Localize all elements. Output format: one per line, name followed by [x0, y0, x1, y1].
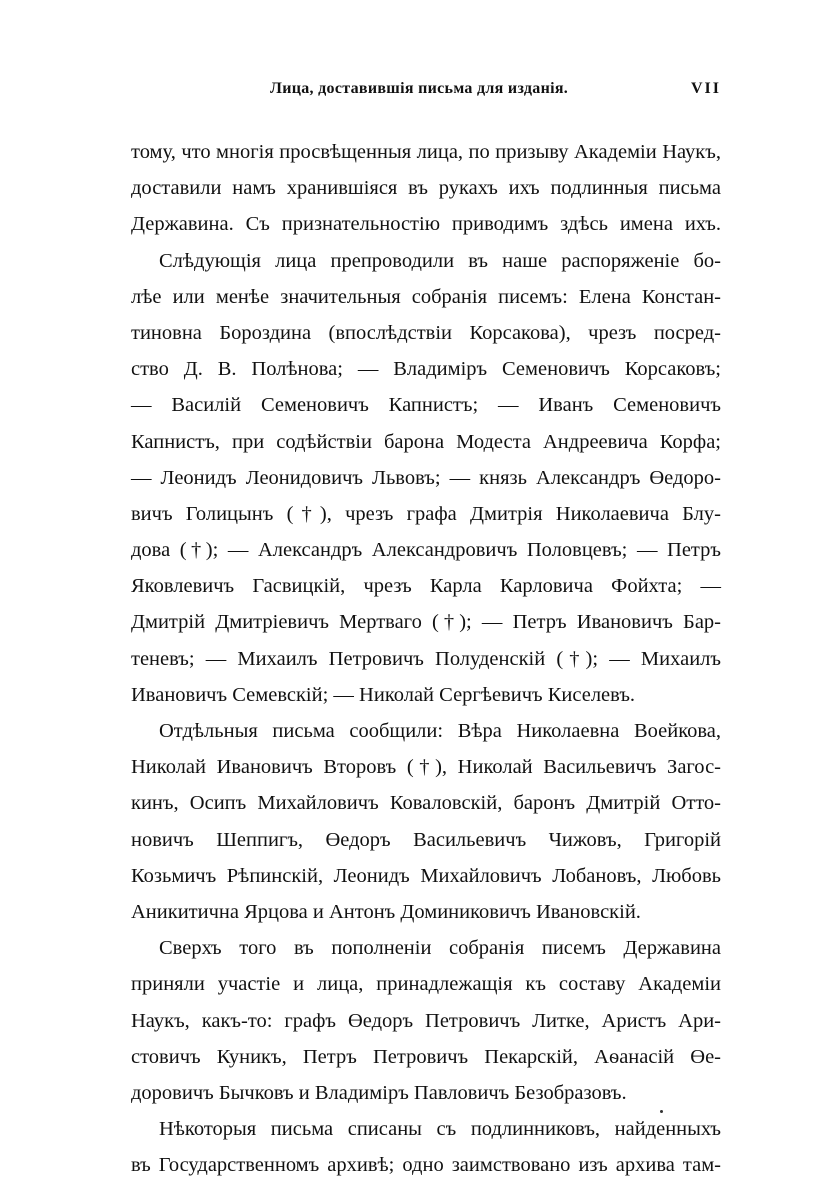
paragraph-academy-members [131, 930, 721, 1111]
text-line: Державина. Съ признательностію приводимъ здѣсь имена ихъ. [131, 213, 721, 236]
text-line: Нѣкоторыя письма списаны съ подлинниковъ, найденныхъ [159, 1118, 721, 1141]
text-line: теневъ; — Михаилъ Петровичъ Полуденскій (†); — Михаилъ [131, 647, 721, 670]
text-line: Дмитрій Дмитріевичъ Мертваго (†); — Петръ Ивановичъ Бар- [131, 611, 721, 634]
text-line: стовичъ Куникъ, Петръ Петровичъ Пекарскій, Аѳанасій Өе- [131, 1045, 721, 1068]
text-line: тиновна Бороздина (впослѣдствіи Корсакова), чрезъ посред- [131, 321, 721, 344]
running-title: Лица, доставившія письма для изданія. [270, 80, 569, 97]
text-line: лѣе или менѣе значительныя собранія писемъ: Елена Констан- [131, 285, 721, 308]
text-line: Наукъ, какъ-то: графъ Өедоръ Петровичъ Литке, Аристъ Ари- [131, 1009, 721, 1032]
body-text [131, 134, 721, 1183]
page-header [0, 80, 721, 104]
text-line: приняли участіе и лица, принадлежащія къ составу Академіи [131, 973, 721, 996]
paragraph-collections [131, 243, 721, 713]
text-line: доровичъ Бычковъ и Владиміръ Павловичъ Безобразовъ. [131, 1081, 627, 1104]
paragraph-archive [131, 1111, 721, 1183]
text-line: Аникитична Ярцова и Антонъ Доминиковичъ Ивановскій. [131, 900, 641, 923]
text-line: ство Д. В. Полѣнова; — Владиміръ Семеновичъ Корсаковъ; [131, 358, 721, 381]
paragraph-intro [131, 134, 721, 243]
text-line: Капнистъ, при содѣйствіи барона Модеста Андреевича Корфа; [131, 430, 721, 453]
text-line: новичъ Шеппигъ, Өедоръ Васильевичъ Чижовъ, Григорій [131, 828, 721, 851]
text-line: вичъ Голицынъ (†), чрезъ графа Дмитрія Николаевича Блу- [131, 502, 721, 525]
text-line: Козьмичъ Рѣпинскій, Леонидъ Михайловичъ Лобановъ, Любовь [131, 864, 721, 887]
text-line: — Леонидъ Леонидовичъ Львовъ; — князь Александръ Өедоро- [131, 466, 721, 489]
text-line: доставили намъ хранившіяся въ рукахъ ихъ подлинныя письма [131, 177, 721, 200]
text-line: Сверхъ того въ пополненіи собранія писемъ Державина [159, 937, 721, 960]
text-line: Слѣдующія лица препроводили въ наше распоряженіе бо- [159, 249, 721, 272]
text-line: — Василій Семеновичъ Капнистъ; — Иванъ Семеновичъ [131, 394, 721, 417]
text-line: Ивановичъ Семевскій; — Николай Сергѣевичъ Киселевъ. [131, 683, 636, 706]
text-line: кинъ, Осипъ Михайловичъ Коваловскій, баронъ Дмитрій Отто- [131, 792, 721, 815]
ink-speck [660, 1110, 663, 1113]
text-line: Яковлевичъ Гасвицкій, чрезъ Карла Карловича Фойхта; — [131, 575, 721, 598]
text-line: Николай Ивановичъ Второвъ (†), Николай Васильевичъ Загос- [131, 756, 721, 779]
text-line: Отдѣльныя письма сообщили: Вѣра Николаевна Воейкова, [159, 720, 721, 742]
text-line: дова (†); — Александръ Александровичъ Половцевъ; — Петръ [131, 539, 721, 562]
text-line: тому, что многія просвѣщенныя лица, по призыву Академіи Наукъ, [131, 141, 721, 163]
page-number: VII [690, 80, 721, 97]
paragraph-individual-letters [131, 713, 721, 930]
text-line: въ Государственномъ архивѣ; одно заимствовано изъ архива там- [131, 1154, 721, 1177]
